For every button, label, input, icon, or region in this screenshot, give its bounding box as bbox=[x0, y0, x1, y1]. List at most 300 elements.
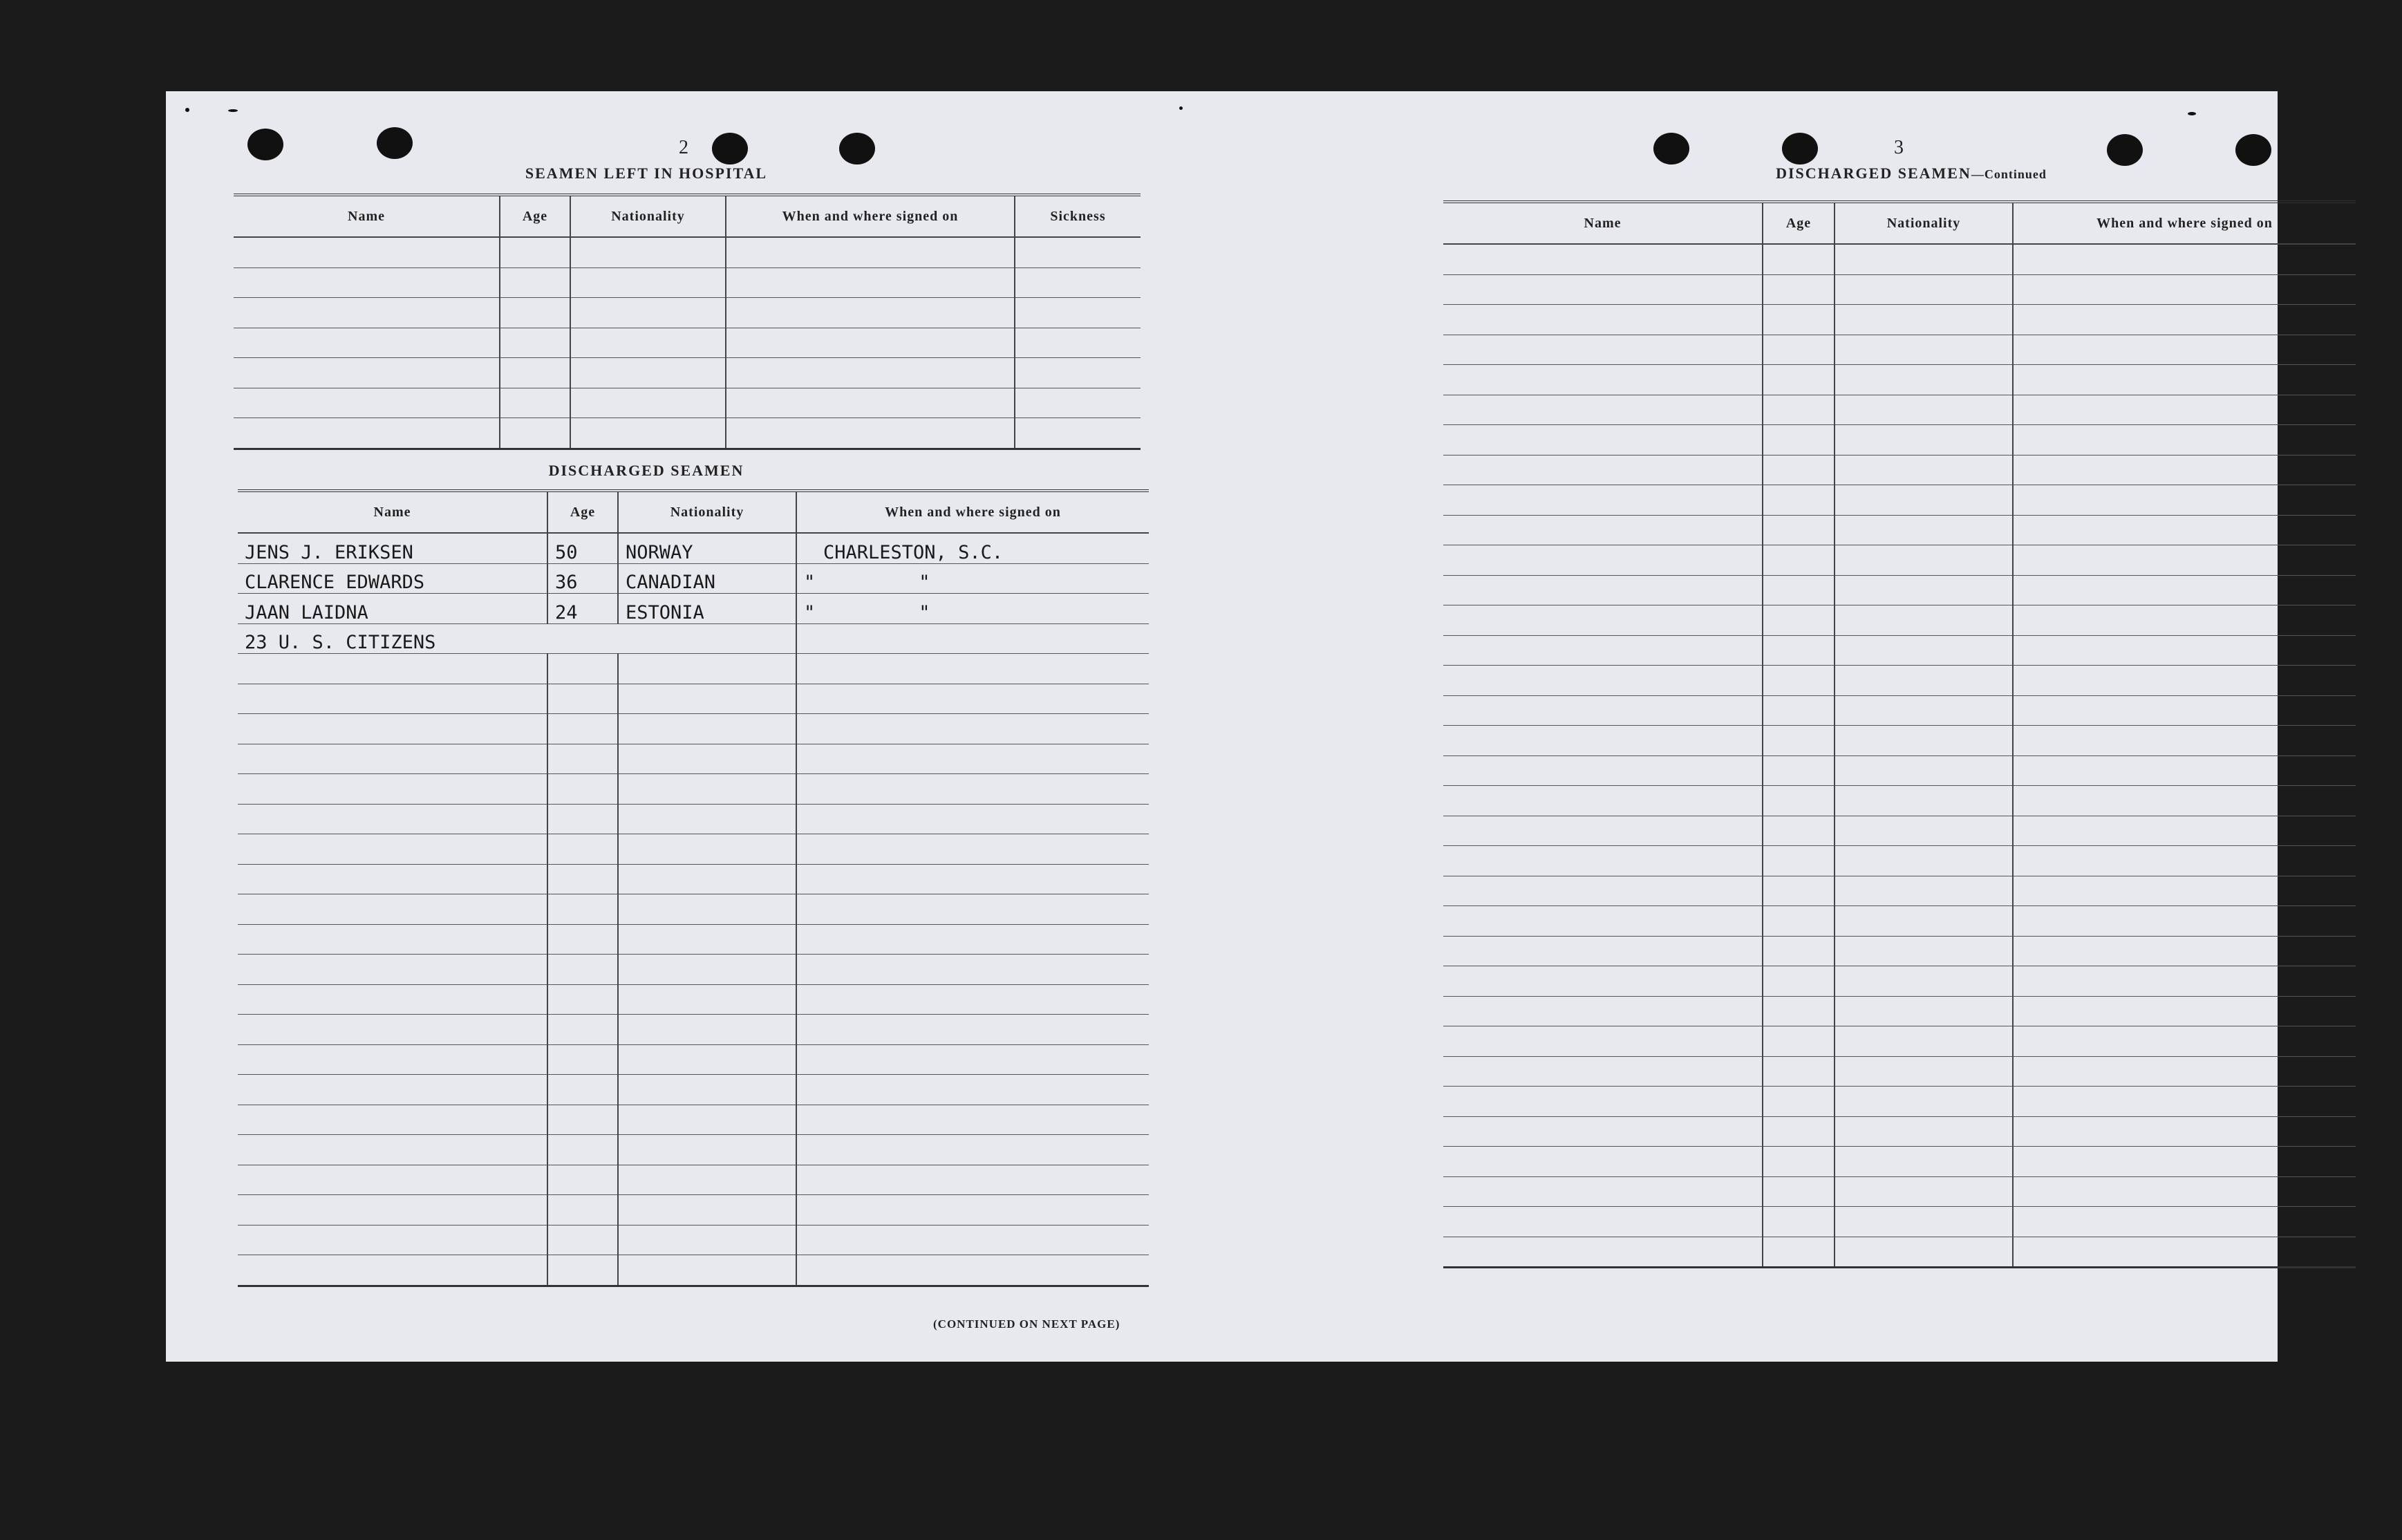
blank-cell bbox=[234, 267, 500, 298]
blank-cell bbox=[2013, 996, 2356, 1026]
blank-cell bbox=[1763, 395, 1835, 425]
table-row bbox=[238, 1165, 1149, 1195]
blank-cell bbox=[796, 623, 1149, 654]
blank-cell bbox=[1835, 485, 2013, 516]
table-row bbox=[238, 533, 1149, 563]
blank-cell bbox=[238, 804, 547, 834]
blank-cell bbox=[618, 864, 796, 894]
blank-cell bbox=[500, 328, 570, 358]
blank-cell bbox=[1835, 966, 2013, 997]
blank-cell bbox=[618, 1195, 796, 1226]
blank-cell bbox=[618, 654, 796, 684]
table-row bbox=[1443, 1147, 2356, 1177]
blank-cell bbox=[2013, 274, 2356, 305]
column-header-age: Age bbox=[500, 195, 570, 237]
blank-cell bbox=[547, 1105, 618, 1135]
blank-cell bbox=[238, 924, 547, 955]
table-row bbox=[1443, 876, 2356, 906]
table-row bbox=[1443, 966, 2356, 997]
title-main: DISCHARGED SEAMEN bbox=[1776, 165, 1971, 182]
blank-cell bbox=[238, 714, 547, 744]
hospital-section-title: SEAMEN LEFT IN HOSPITAL bbox=[525, 165, 768, 182]
table-row bbox=[234, 328, 1141, 358]
blank-cell bbox=[726, 267, 1015, 298]
blank-cell bbox=[618, 1044, 796, 1075]
blank-cell bbox=[796, 804, 1149, 834]
table-row bbox=[238, 894, 1149, 925]
blank-cell bbox=[238, 1225, 547, 1255]
blank-cell bbox=[1835, 996, 2013, 1026]
seaman-age: 50 bbox=[547, 533, 618, 563]
blank-cell bbox=[618, 955, 796, 985]
blank-cell bbox=[1443, 1147, 1763, 1177]
blank-cell bbox=[1835, 425, 2013, 456]
blank-cell bbox=[2013, 395, 2356, 425]
blank-cell bbox=[618, 774, 796, 805]
blank-cell bbox=[547, 1135, 618, 1165]
blank-cell bbox=[234, 418, 500, 449]
blank-cell bbox=[1763, 1207, 1835, 1237]
blank-cell bbox=[547, 684, 618, 714]
blank-cell bbox=[796, 1105, 1149, 1135]
speck bbox=[1179, 106, 1183, 110]
blank-cell bbox=[1763, 666, 1835, 696]
blank-cell bbox=[570, 237, 726, 267]
seaman-signed-on bbox=[796, 594, 1149, 624]
blank-cell bbox=[238, 744, 547, 774]
blank-cell bbox=[1835, 695, 2013, 726]
table-row bbox=[238, 714, 1149, 744]
blank-cell bbox=[796, 1165, 1149, 1195]
blank-cell bbox=[618, 1255, 796, 1286]
blank-cell bbox=[547, 984, 618, 1015]
discharged-section-title: DISCHARGED SEAMEN bbox=[548, 462, 744, 479]
blank-cell bbox=[796, 744, 1149, 774]
blank-cell bbox=[1015, 358, 1141, 388]
blank-cell bbox=[547, 804, 618, 834]
table-row bbox=[1443, 936, 2356, 966]
blank-cell bbox=[1763, 1176, 1835, 1207]
blank-cell bbox=[726, 418, 1015, 449]
blank-cell bbox=[1835, 244, 2013, 274]
blank-cell bbox=[2013, 755, 2356, 786]
blank-cell bbox=[796, 1075, 1149, 1105]
continued-note: (CONTINUED ON NEXT PAGE) bbox=[933, 1317, 1120, 1331]
table-row bbox=[234, 358, 1141, 388]
blank-cell bbox=[1763, 966, 1835, 997]
blank-cell bbox=[1763, 1056, 1835, 1087]
blank-cell bbox=[238, 1195, 547, 1226]
table-row bbox=[1443, 1207, 2356, 1237]
blank-cell bbox=[2013, 335, 2356, 365]
blank-cell bbox=[1835, 786, 2013, 816]
table-row bbox=[238, 774, 1149, 805]
discharged-continued-title bbox=[1652, 165, 2170, 182]
blank-cell bbox=[1015, 418, 1141, 449]
blank-cell bbox=[796, 955, 1149, 985]
blank-cell bbox=[618, 1135, 796, 1165]
blank-cell bbox=[1443, 876, 1763, 906]
blank-cell bbox=[547, 924, 618, 955]
table-row bbox=[1443, 846, 2356, 876]
blank-cell bbox=[547, 1195, 618, 1226]
blank-cell bbox=[500, 358, 570, 388]
table-row bbox=[238, 984, 1149, 1015]
blank-cell bbox=[1835, 1026, 2013, 1057]
table-row bbox=[234, 237, 1141, 267]
table-row bbox=[234, 267, 1141, 298]
blank-cell bbox=[618, 1105, 796, 1135]
blank-cell bbox=[570, 418, 726, 449]
blank-cell bbox=[500, 237, 570, 267]
column-header-age: Age bbox=[547, 491, 618, 533]
blank-cell bbox=[1835, 575, 2013, 605]
table-row bbox=[234, 418, 1141, 449]
blank-cell bbox=[547, 864, 618, 894]
blank-cell bbox=[796, 1255, 1149, 1286]
blank-cell bbox=[1835, 666, 2013, 696]
blank-cell bbox=[1835, 846, 2013, 876]
blank-cell bbox=[1835, 515, 2013, 545]
blank-cell bbox=[1443, 335, 1763, 365]
blank-cell bbox=[1443, 1087, 1763, 1117]
ditto-mark: " bbox=[919, 572, 930, 593]
table-row bbox=[1443, 395, 2356, 425]
blank-cell bbox=[618, 894, 796, 925]
blank-cell bbox=[796, 684, 1149, 714]
blank-cell bbox=[796, 654, 1149, 684]
blank-cell bbox=[1443, 425, 1763, 456]
blank-cell bbox=[618, 834, 796, 865]
blank-cell bbox=[1835, 455, 2013, 485]
blank-cell bbox=[238, 1075, 547, 1105]
blank-cell bbox=[1835, 395, 2013, 425]
blank-cell bbox=[1443, 1026, 1763, 1057]
blank-cell bbox=[238, 1015, 547, 1045]
blank-cell bbox=[1763, 906, 1835, 937]
blank-cell bbox=[1835, 1147, 2013, 1177]
blank-cell bbox=[547, 654, 618, 684]
seaman-age: 24 bbox=[547, 594, 618, 624]
blank-cell bbox=[1835, 1056, 2013, 1087]
blank-cell bbox=[1443, 936, 1763, 966]
blank-cell bbox=[238, 1165, 547, 1195]
blank-cell bbox=[726, 358, 1015, 388]
blank-cell bbox=[618, 924, 796, 955]
blank-cell bbox=[2013, 966, 2356, 997]
table-row bbox=[1443, 786, 2356, 816]
blank-cell bbox=[1763, 305, 1835, 335]
column-header-sickness: Sickness bbox=[1015, 195, 1141, 237]
blank-cell bbox=[726, 298, 1015, 328]
blank-cell bbox=[1763, 936, 1835, 966]
blank-cell bbox=[1763, 455, 1835, 485]
blank-cell bbox=[796, 1044, 1149, 1075]
punch-hole bbox=[1653, 133, 1689, 165]
blank-cell bbox=[1763, 274, 1835, 305]
table-row bbox=[238, 1075, 1149, 1105]
blank-cell bbox=[1835, 335, 2013, 365]
blank-cell bbox=[796, 984, 1149, 1015]
table-row bbox=[1443, 1056, 2356, 1087]
blank-cell bbox=[2013, 635, 2356, 666]
blank-cell bbox=[2013, 575, 2356, 605]
hospital-table bbox=[234, 194, 1141, 450]
blank-cell bbox=[1763, 605, 1835, 636]
blank-cell bbox=[570, 358, 726, 388]
table-row bbox=[1443, 755, 2356, 786]
table-row bbox=[238, 1255, 1149, 1286]
column-header-signed-on: When and where signed on bbox=[796, 491, 1149, 533]
blank-cell bbox=[1763, 635, 1835, 666]
table-row bbox=[238, 1135, 1149, 1165]
blank-cell bbox=[1835, 1087, 2013, 1117]
blank-cell bbox=[238, 894, 547, 925]
blank-cell bbox=[1015, 267, 1141, 298]
blank-cell bbox=[1443, 575, 1763, 605]
table-row bbox=[238, 654, 1149, 684]
blank-cell bbox=[1763, 335, 1835, 365]
blank-cell bbox=[547, 1075, 618, 1105]
page-number: 3 bbox=[1894, 137, 1904, 158]
blank-cell bbox=[2013, 365, 2356, 395]
blank-cell bbox=[547, 1044, 618, 1075]
blank-cell bbox=[1835, 726, 2013, 756]
seaman-nationality: CANADIAN bbox=[618, 563, 796, 594]
table-row bbox=[238, 1225, 1149, 1255]
blank-cell bbox=[238, 1044, 547, 1075]
column-header-name: Name bbox=[238, 491, 547, 533]
seaman-signed-on: CHARLESTON, S.C. bbox=[796, 533, 1149, 563]
blank-cell bbox=[234, 388, 500, 418]
column-header-signed-on: When and where signed on bbox=[2013, 202, 2356, 244]
blank-cell bbox=[2013, 1176, 2356, 1207]
blank-cell bbox=[570, 388, 726, 418]
blank-cell bbox=[1443, 846, 1763, 876]
blank-cell bbox=[1443, 816, 1763, 846]
blank-cell bbox=[547, 1165, 618, 1195]
blank-cell bbox=[547, 1225, 618, 1255]
table-row bbox=[238, 1105, 1149, 1135]
blank-cell bbox=[726, 388, 1015, 418]
blank-cell bbox=[547, 1255, 618, 1286]
punch-hole bbox=[1782, 133, 1818, 165]
blank-cell bbox=[547, 1015, 618, 1045]
seaman-name: JENS J. ERIKSEN bbox=[238, 533, 547, 563]
blank-cell bbox=[2013, 485, 2356, 516]
speck bbox=[228, 109, 238, 112]
blank-cell bbox=[1763, 545, 1835, 576]
blank-cell bbox=[1443, 605, 1763, 636]
blank-cell bbox=[1835, 906, 2013, 937]
blank-cell bbox=[1763, 876, 1835, 906]
blank-cell bbox=[1443, 1116, 1763, 1147]
blank-cell bbox=[234, 237, 500, 267]
discharged-continued-table bbox=[1443, 200, 2356, 1268]
blank-cell bbox=[1763, 1087, 1835, 1117]
table-row bbox=[1443, 816, 2356, 846]
blank-cell bbox=[1835, 274, 2013, 305]
blank-cell bbox=[726, 237, 1015, 267]
table-row bbox=[1443, 1237, 2356, 1268]
table-row bbox=[1443, 455, 2356, 485]
blank-cell bbox=[2013, 455, 2356, 485]
blank-cell bbox=[238, 684, 547, 714]
blank-cell bbox=[500, 388, 570, 418]
table-row bbox=[238, 1044, 1149, 1075]
ditto-mark: " bbox=[919, 601, 930, 623]
seaman-nationality: NORWAY bbox=[618, 533, 796, 563]
table-row bbox=[1443, 996, 2356, 1026]
blank-cell bbox=[618, 1165, 796, 1195]
blank-cell bbox=[1763, 1237, 1835, 1268]
blank-cell bbox=[234, 298, 500, 328]
right-page bbox=[1223, 91, 2278, 1362]
table-row bbox=[1443, 425, 2356, 456]
blank-cell bbox=[2013, 305, 2356, 335]
blank-cell bbox=[618, 1075, 796, 1105]
table-row bbox=[1443, 575, 2356, 605]
punch-hole bbox=[247, 129, 283, 160]
column-header-nationality: Nationality bbox=[618, 491, 796, 533]
blank-cell bbox=[2013, 1087, 2356, 1117]
blank-cell bbox=[1443, 666, 1763, 696]
column-header-name: Name bbox=[1443, 202, 1763, 244]
table-row bbox=[1443, 515, 2356, 545]
blank-cell bbox=[1835, 755, 2013, 786]
blank-cell bbox=[1763, 786, 1835, 816]
blank-cell bbox=[1443, 726, 1763, 756]
blank-cell bbox=[796, 1015, 1149, 1045]
blank-cell bbox=[2013, 876, 2356, 906]
table-row bbox=[1443, 635, 2356, 666]
punch-hole bbox=[377, 127, 413, 159]
blank-cell bbox=[1835, 305, 2013, 335]
blank-cell bbox=[1835, 635, 2013, 666]
blank-cell bbox=[1763, 575, 1835, 605]
blank-cell bbox=[1835, 876, 2013, 906]
table-row bbox=[238, 744, 1149, 774]
blank-cell bbox=[1835, 1116, 2013, 1147]
column-header-nationality: Nationality bbox=[1835, 202, 2013, 244]
table-row bbox=[1443, 305, 2356, 335]
table-row bbox=[1443, 244, 2356, 274]
table-row bbox=[234, 298, 1141, 328]
punch-hole bbox=[2235, 134, 2271, 166]
blank-cell bbox=[238, 864, 547, 894]
blank-cell bbox=[618, 623, 796, 654]
punch-hole bbox=[2107, 134, 2143, 166]
blank-cell bbox=[1443, 695, 1763, 726]
blank-cell bbox=[618, 684, 796, 714]
table-row bbox=[1443, 1087, 2356, 1117]
blank-cell bbox=[1443, 244, 1763, 274]
blank-cell bbox=[2013, 425, 2356, 456]
blank-cell bbox=[2013, 244, 2356, 274]
blank-cell bbox=[618, 714, 796, 744]
blank-cell bbox=[1443, 485, 1763, 516]
table-row bbox=[1443, 605, 2356, 636]
blank-cell bbox=[1443, 1237, 1763, 1268]
blank-cell bbox=[1443, 455, 1763, 485]
blank-cell bbox=[1015, 298, 1141, 328]
blank-cell bbox=[500, 267, 570, 298]
ledger-sheet bbox=[166, 91, 2278, 1362]
blank-cell bbox=[547, 714, 618, 744]
blank-cell bbox=[1443, 305, 1763, 335]
blank-cell bbox=[2013, 1056, 2356, 1087]
table-row bbox=[1443, 335, 2356, 365]
blank-cell bbox=[2013, 666, 2356, 696]
blank-cell bbox=[238, 955, 547, 985]
table-row bbox=[1443, 1116, 2356, 1147]
discharged-table bbox=[238, 489, 1149, 1287]
blank-cell bbox=[2013, 1026, 2356, 1057]
blank-cell bbox=[234, 358, 500, 388]
blank-cell bbox=[2013, 906, 2356, 937]
blank-cell bbox=[1443, 1207, 1763, 1237]
blank-cell bbox=[1763, 1026, 1835, 1057]
blank-cell bbox=[238, 1105, 547, 1135]
blank-cell bbox=[1443, 1056, 1763, 1087]
blank-cell bbox=[2013, 936, 2356, 966]
column-header-age: Age bbox=[1763, 202, 1835, 244]
blank-cell bbox=[238, 1135, 547, 1165]
blank-cell bbox=[2013, 1116, 2356, 1147]
blank-cell bbox=[238, 984, 547, 1015]
blank-cell bbox=[796, 774, 1149, 805]
blank-cell bbox=[1763, 996, 1835, 1026]
blank-cell bbox=[2013, 1147, 2356, 1177]
blank-cell bbox=[618, 1225, 796, 1255]
blank-cell bbox=[796, 714, 1149, 744]
blank-cell bbox=[1763, 365, 1835, 395]
blank-cell bbox=[547, 774, 618, 805]
blank-cell bbox=[1015, 388, 1141, 418]
blank-cell bbox=[1835, 605, 2013, 636]
blank-cell bbox=[238, 1255, 547, 1286]
blank-cell bbox=[570, 328, 726, 358]
blank-cell bbox=[1443, 274, 1763, 305]
blank-cell bbox=[618, 744, 796, 774]
blank-cell bbox=[618, 804, 796, 834]
blank-cell bbox=[1763, 1116, 1835, 1147]
punch-hole bbox=[712, 133, 748, 165]
blank-cell bbox=[238, 654, 547, 684]
blank-cell bbox=[570, 267, 726, 298]
blank-cell bbox=[1835, 545, 2013, 576]
blank-cell bbox=[2013, 726, 2356, 756]
table-row bbox=[1443, 726, 2356, 756]
blank-cell bbox=[1443, 395, 1763, 425]
blank-cell bbox=[547, 955, 618, 985]
blank-cell bbox=[618, 984, 796, 1015]
blank-cell bbox=[2013, 846, 2356, 876]
blank-cell bbox=[618, 1015, 796, 1045]
blank-cell bbox=[1443, 545, 1763, 576]
table-row bbox=[238, 1195, 1149, 1226]
seaman-name: CLARENCE EDWARDS bbox=[238, 563, 547, 594]
table-row bbox=[238, 924, 1149, 955]
blank-cell bbox=[1835, 1176, 2013, 1207]
table-row bbox=[1443, 906, 2356, 937]
column-header-nationality: Nationality bbox=[570, 195, 726, 237]
blank-cell bbox=[1763, 755, 1835, 786]
table-row bbox=[238, 684, 1149, 714]
speck bbox=[185, 108, 189, 112]
page-number: 2 bbox=[679, 137, 688, 158]
blank-cell bbox=[2013, 816, 2356, 846]
